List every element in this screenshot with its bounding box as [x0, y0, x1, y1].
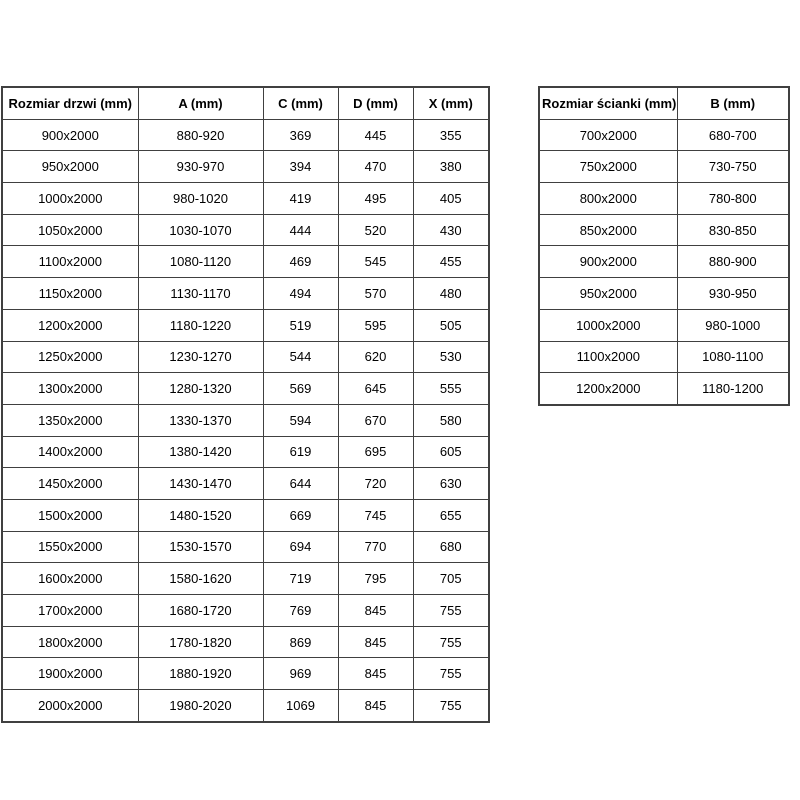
- table-row: [2, 151, 489, 183]
- table-cell: 594: [263, 404, 338, 436]
- table-cell: 530: [413, 341, 489, 373]
- table-row: [539, 341, 789, 373]
- table-cell: 355: [413, 119, 489, 151]
- table-cell: 405: [413, 183, 489, 215]
- wall-table-body: [539, 119, 789, 405]
- table-cell: 795: [338, 563, 413, 595]
- door-table-body: [2, 119, 489, 722]
- table-cell: 544: [263, 341, 338, 373]
- table-cell: 845: [338, 626, 413, 658]
- table-cell: 980-1000: [677, 309, 789, 341]
- table-cell: 850x2000: [539, 214, 677, 246]
- table-cell: 750x2000: [539, 151, 677, 183]
- table-cell: 1330-1370: [138, 404, 263, 436]
- table-cell: 880-900: [677, 246, 789, 278]
- table-cell: 519: [263, 309, 338, 341]
- table-cell: 620: [338, 341, 413, 373]
- table-cell: 755: [413, 690, 489, 722]
- table-row: [2, 341, 489, 373]
- table-row: [2, 214, 489, 246]
- table-cell: 755: [413, 595, 489, 627]
- wall-table-header: [539, 87, 789, 119]
- table-cell: 494: [263, 278, 338, 310]
- table-cell: 1380-1420: [138, 436, 263, 468]
- table-cell: 555: [413, 373, 489, 405]
- table-row: [539, 373, 789, 405]
- table-cell: 1050x2000: [2, 214, 138, 246]
- table-header-row: [539, 87, 789, 119]
- table-cell: 869: [263, 626, 338, 658]
- table-cell: 1180-1220: [138, 309, 263, 341]
- table-cell: 1500x2000: [2, 499, 138, 531]
- table-cell: 1300x2000: [2, 373, 138, 405]
- table-row: [539, 278, 789, 310]
- table-row: [2, 499, 489, 531]
- table-cell: 719: [263, 563, 338, 595]
- table-cell: 655: [413, 499, 489, 531]
- table-cell: 430: [413, 214, 489, 246]
- table-cell: 480: [413, 278, 489, 310]
- table-cell: 1700x2000: [2, 595, 138, 627]
- table-cell: 444: [263, 214, 338, 246]
- table-cell: 695: [338, 436, 413, 468]
- table-row: [2, 436, 489, 468]
- table-row: [2, 404, 489, 436]
- table-cell: 1000x2000: [2, 183, 138, 215]
- table-cell: 900x2000: [2, 119, 138, 151]
- table-row: [539, 151, 789, 183]
- table-cell: 969: [263, 658, 338, 690]
- table-header-row: [2, 87, 489, 119]
- table-cell: 545: [338, 246, 413, 278]
- column-header-rozmiar-scianki: Rozmiar ścianki (mm): [539, 87, 677, 119]
- table-cell: 1200x2000: [539, 373, 677, 405]
- table-cell: 745: [338, 499, 413, 531]
- table-cell: 930-950: [677, 278, 789, 310]
- table-cell: 1030-1070: [138, 214, 263, 246]
- table-cell: 1680-1720: [138, 595, 263, 627]
- table-cell: 1430-1470: [138, 468, 263, 500]
- table-cell: 505: [413, 309, 489, 341]
- table-cell: 669: [263, 499, 338, 531]
- table-row: [2, 119, 489, 151]
- table-cell: 780-800: [677, 183, 789, 215]
- table-row: [2, 468, 489, 500]
- column-header-b: B (mm): [677, 87, 789, 119]
- table-cell: 950x2000: [539, 278, 677, 310]
- table-cell: 569: [263, 373, 338, 405]
- table-cell: 720: [338, 468, 413, 500]
- table-cell: 605: [413, 436, 489, 468]
- table-cell: 1530-1570: [138, 531, 263, 563]
- table-row: [539, 309, 789, 341]
- table-cell: 1180-1200: [677, 373, 789, 405]
- table-cell: 930-970: [138, 151, 263, 183]
- table-cell: 730-750: [677, 151, 789, 183]
- table-cell: 1580-1620: [138, 563, 263, 595]
- table-row: [2, 183, 489, 215]
- table-row: [2, 246, 489, 278]
- table-cell: 495: [338, 183, 413, 215]
- table-cell: 694: [263, 531, 338, 563]
- table-cell: 950x2000: [2, 151, 138, 183]
- table-cell: 1069: [263, 690, 338, 722]
- table-cell: 455: [413, 246, 489, 278]
- column-header-c: C (mm): [263, 87, 338, 119]
- table-cell: 700x2000: [539, 119, 677, 151]
- table-cell: 1400x2000: [2, 436, 138, 468]
- table-cell: 1000x2000: [539, 309, 677, 341]
- table-cell: 520: [338, 214, 413, 246]
- column-header-rozmiar-drzwi: Rozmiar drzwi (mm): [2, 87, 138, 119]
- table-row: [2, 626, 489, 658]
- table-cell: 1200x2000: [2, 309, 138, 341]
- table-cell: 1780-1820: [138, 626, 263, 658]
- table-cell: 1130-1170: [138, 278, 263, 310]
- table-cell: 670: [338, 404, 413, 436]
- table-cell: 705: [413, 563, 489, 595]
- table-row: [539, 119, 789, 151]
- column-header-d: D (mm): [338, 87, 413, 119]
- table-cell: 1550x2000: [2, 531, 138, 563]
- table-cell: 1600x2000: [2, 563, 138, 595]
- table-cell: 2000x2000: [2, 690, 138, 722]
- table-cell: 845: [338, 658, 413, 690]
- table-cell: 900x2000: [539, 246, 677, 278]
- table-cell: 800x2000: [539, 183, 677, 215]
- table-row: [2, 563, 489, 595]
- table-row: [2, 595, 489, 627]
- table-row: [2, 531, 489, 563]
- table-cell: 1250x2000: [2, 341, 138, 373]
- table-cell: 880-920: [138, 119, 263, 151]
- table-cell: 419: [263, 183, 338, 215]
- table-cell: 369: [263, 119, 338, 151]
- table-row: [539, 246, 789, 278]
- table-cell: 1150x2000: [2, 278, 138, 310]
- table-cell: 1450x2000: [2, 468, 138, 500]
- table-row: [2, 309, 489, 341]
- table-cell: 619: [263, 436, 338, 468]
- table-cell: 769: [263, 595, 338, 627]
- table-cell: 755: [413, 658, 489, 690]
- wall-dimensions-table: [538, 86, 790, 406]
- table-cell: 980-1020: [138, 183, 263, 215]
- table-cell: 570: [338, 278, 413, 310]
- table-cell: 1350x2000: [2, 404, 138, 436]
- table-cell: 1880-1920: [138, 658, 263, 690]
- table-cell: 1900x2000: [2, 658, 138, 690]
- table-cell: 1280-1320: [138, 373, 263, 405]
- table-cell: 1080-1100: [677, 341, 789, 373]
- table-cell: 680: [413, 531, 489, 563]
- table-cell: 380: [413, 151, 489, 183]
- table-cell: 830-850: [677, 214, 789, 246]
- table-cell: 394: [263, 151, 338, 183]
- table-cell: 1100x2000: [539, 341, 677, 373]
- table-cell: 645: [338, 373, 413, 405]
- table-cell: 680-700: [677, 119, 789, 151]
- table-row: [539, 214, 789, 246]
- table-cell: 755: [413, 626, 489, 658]
- table-cell: 470: [338, 151, 413, 183]
- table-row: [2, 278, 489, 310]
- table-row: [2, 373, 489, 405]
- column-header-x: X (mm): [413, 87, 489, 119]
- table-row: [2, 658, 489, 690]
- door-table-header: [2, 87, 489, 119]
- door-dimensions-table: [1, 86, 490, 723]
- table-cell: 580: [413, 404, 489, 436]
- table-cell: 469: [263, 246, 338, 278]
- table-cell: 1100x2000: [2, 246, 138, 278]
- table-row: [2, 690, 489, 722]
- table-cell: 845: [338, 595, 413, 627]
- table-cell: 595: [338, 309, 413, 341]
- table-cell: 1980-2020: [138, 690, 263, 722]
- table-cell: 770: [338, 531, 413, 563]
- table-row: [539, 183, 789, 215]
- table-cell: 1800x2000: [2, 626, 138, 658]
- table-cell: 644: [263, 468, 338, 500]
- table-cell: 630: [413, 468, 489, 500]
- table-cell: 1230-1270: [138, 341, 263, 373]
- column-header-a: A (mm): [138, 87, 263, 119]
- table-cell: 445: [338, 119, 413, 151]
- table-cell: 845: [338, 690, 413, 722]
- table-cell: 1080-1120: [138, 246, 263, 278]
- table-cell: 1480-1520: [138, 499, 263, 531]
